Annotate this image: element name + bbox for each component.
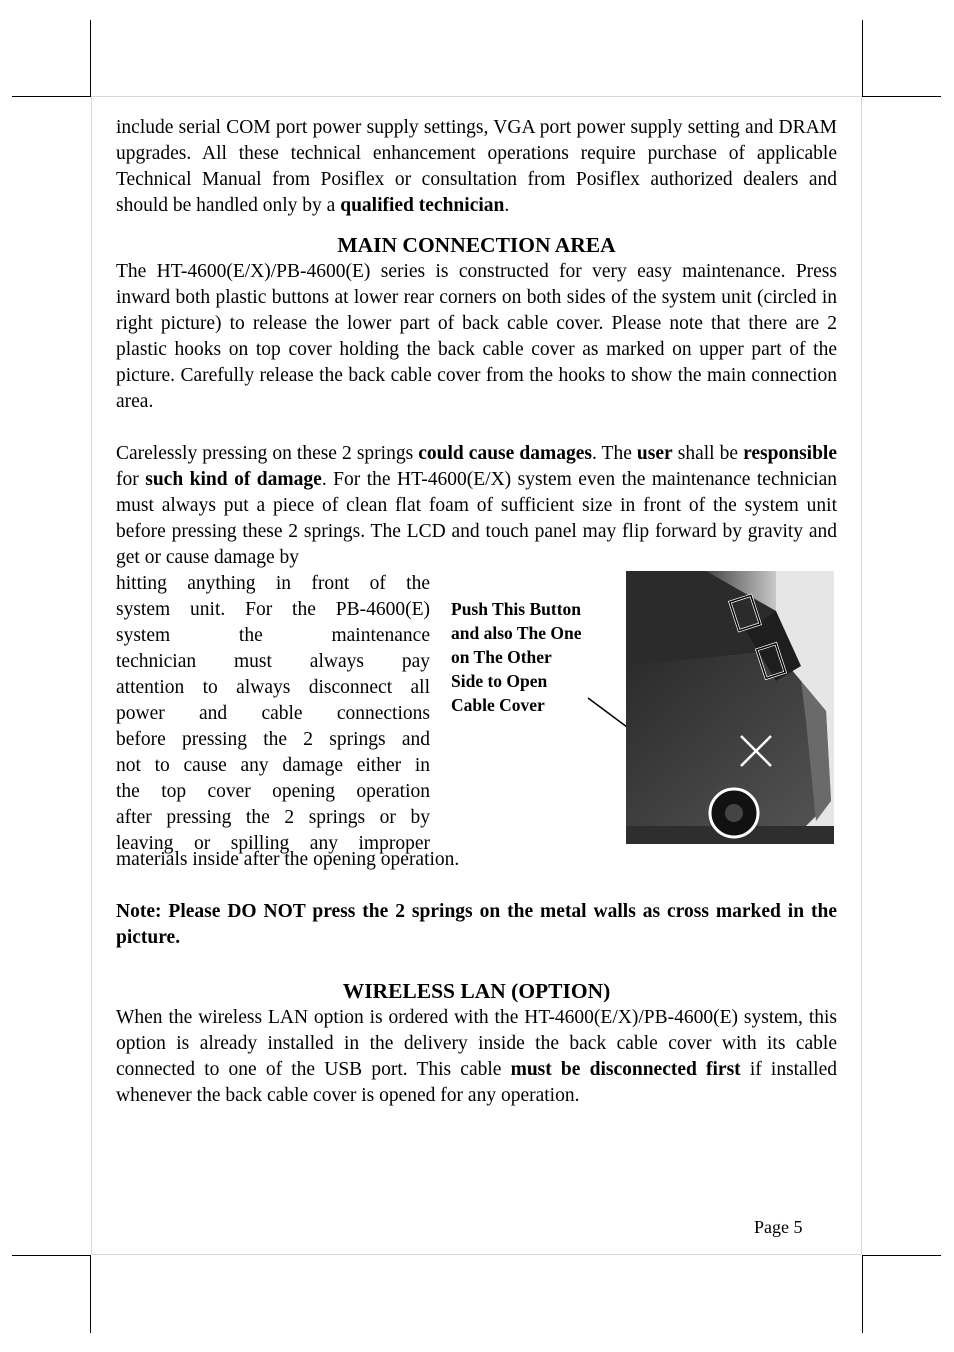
crop-mark <box>862 96 941 97</box>
wrapped-line: the top cover opening operation <box>116 781 430 802</box>
wrapped-line: system the maintenance <box>116 625 430 646</box>
note-paragraph: Note: Please DO NOT press the 2 springs on the metal walls as cross marked in the picture. <box>116 901 837 948</box>
wrapped-line: not to cause any damage either in <box>116 755 430 776</box>
wrapped-line: leaving or spilling any improper <box>116 833 430 854</box>
intro-paragraph: include serial COM port power supply settings, VGA port power supply setting and DRAM upgrades. All these technical enhancement operations require purchase of applicable Technical Manual from Posiflex or consultation from Posiflex authorized dealers and should be handled only by a qualified technician. <box>116 117 837 216</box>
crop-mark <box>862 1255 863 1333</box>
section-heading-wireless-lan: WIRELESS LAN (OPTION) <box>342 979 611 1003</box>
wrapped-line: after pressing the 2 springs or by <box>116 807 430 828</box>
wrapped-line: before pressing the 2 springs and <box>116 729 430 750</box>
wrapped-text-column <box>116 571 430 857</box>
page-content <box>116 115 837 1109</box>
page-frame <box>861 96 862 1255</box>
wrapped-line: technician must always pay <box>116 651 430 672</box>
page-frame <box>91 96 92 1255</box>
crop-mark <box>862 1255 941 1256</box>
wrapped-line: attention to always disconnect all <box>116 677 430 698</box>
page-frame <box>91 1254 862 1255</box>
wireless-lan-paragraph: When the wireless LAN option is ordered with the HT-4600(E/X)/PB-4600(E) system, this option is already installed in the delivery inside the back cable cover with its cable connected to one of the USB port. This cable must be disconnected first if installed whenever the back cable cover is opened for any operation. <box>116 1007 837 1106</box>
crop-mark <box>862 20 863 96</box>
main-connection-paragraph: The HT-4600(E/X)/PB-4600(E) series is constructed for very easy maintenance. Press inward both plastic buttons at lower rear corners on both sides of the system unit (circled in right picture) to release the lower part of back cable cover. Please note that there are 2 plastic hooks on top cover holding the back cable cover as marked on upper part of the picture. Carefully release the back cable cover from the hooks to show the main connection area. <box>116 261 837 412</box>
crop-mark <box>90 1255 91 1333</box>
page-frame <box>91 96 862 97</box>
system-unit-rear-photo <box>626 571 834 844</box>
page-number: Page 5 <box>754 1217 803 1237</box>
figure-caption: Push This Button and also The One on The Other Side to Open Cable Cover <box>451 599 582 715</box>
wrapped-tail-line: materials inside after the opening operation. <box>116 849 460 870</box>
springs-warning-paragraph: Carelessly pressing on these 2 springs could cause damages. The user shall be responsible for such kind of damage. For the HT-4600(E/X) system even the maintenance technician must always put a piece of clean flat foam of sufficient size in front of the system unit before pressing these 2 springs. The LCD and touch panel may flip forward by gravity and get or cause damage by <box>116 443 838 568</box>
crop-mark <box>12 96 91 97</box>
section-heading-main-connection: MAIN CONNECTION AREA <box>337 233 616 257</box>
wrapped-line: system unit. For the PB-4600(E) <box>116 599 430 620</box>
crop-mark <box>90 20 91 96</box>
wrapped-line: hitting anything in front of the <box>116 573 430 594</box>
crop-mark <box>12 1255 91 1256</box>
wrapped-line: power and cable connections <box>116 703 430 724</box>
figure-wrap-block <box>116 571 837 857</box>
